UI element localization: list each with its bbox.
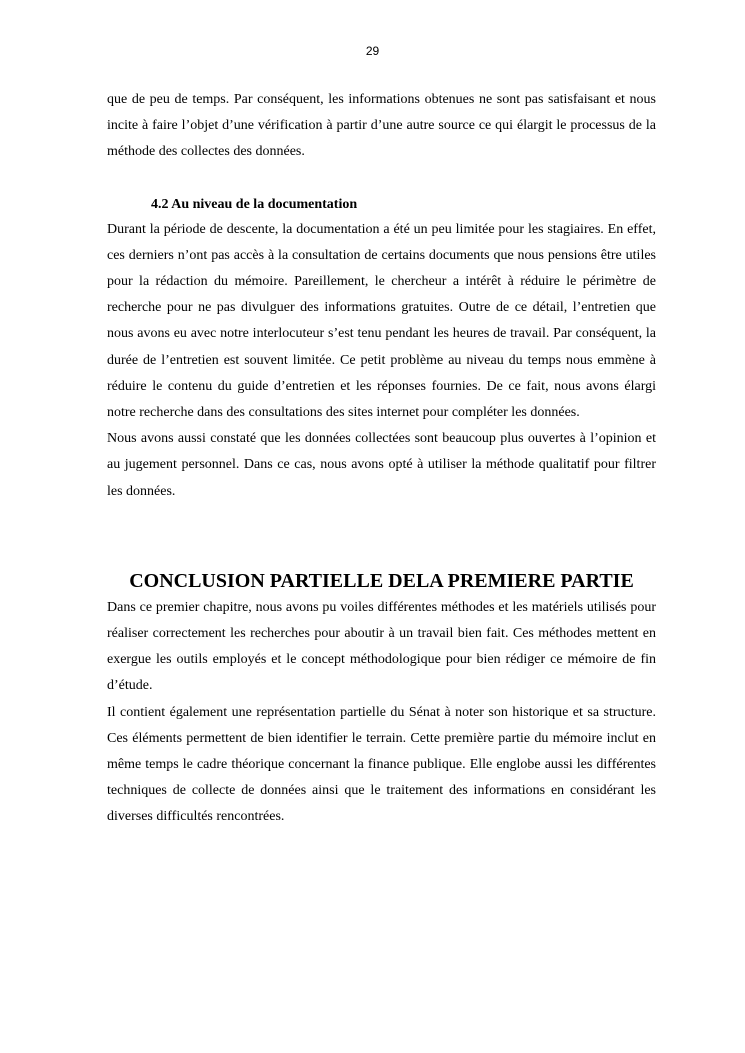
section-heading-documentation: 4.2 Au niveau de la documentation (151, 196, 358, 212)
page-number: 29 (365, 44, 380, 58)
documentation-paragraph-1: Durant la période de descente, la documentation a été un peu limitée pour les stagiaires. En effet, ces derniers n’ont pas accès à la consultation de certains documents que nous pensions être utiles pour la rédaction du mémoire. Pareillement, le chercheur a intérêt à réduire le périmètre de recherche pour ne pas divulguer des informations gratuites. Outre de ce détail, l’entretien que nous avons eu avec notre interlocuteur s’est tenu pendant les heures de travail. Par conséquent, la durée de l’entretien est souvent limitée. Ce petit problème au niveau du temps nous emmène à réduire le contenu du guide d’entretien et les réponses fournies. De ce fait, nous avons élargi notre recherche dans des consultations des sites internet pour compléter les données. (107, 221, 656, 421)
page-body (107, 87, 656, 831)
conclusion-paragraph-2: Il contient également une représentation partielle du Sénat à noter son historique et sa structure. Ces éléments permettent de bien identifier le terrain. Cette première partie du mémoire inclut en même temps le cadre théorique concernant la finance publique. Elle englobe aussi les différentes techniques de collecte de données ainsi que le traitement des informations en considérant les diverses difficultés rencontrées. (107, 704, 656, 825)
conclusion-title: CONCLUSION PARTIELLE DELA PREMIERE PARTIE (129, 569, 634, 592)
documentation-paragraph-2: Nous avons aussi constaté que les données collectées sont beaucoup plus ouvertes à l’opinion et au jugement personnel. Dans ce cas, nous avons opté à utiliser la méthode qualitatif pour filtrer les données. (107, 431, 656, 499)
conclusion-paragraph-1: Dans ce premier chapitre, nous avons pu voiles différentes méthodes et les matériels utilisés pour réaliser correctement les recherches pour aboutir à un travail bien fait. Ces méthodes mettent en exergue les outils employés et le concept méthodologique pour bien rédiger ce mémoire de fin d’étude. (107, 599, 656, 694)
intro-paragraph: que de peu de temps. Par conséquent, les informations obtenues ne sont pas satisfaisant et nous incite à faire l’objet d’une vérification à partir d’une autre source ce qui élargit le processus de la méthode des collectes des données. (107, 92, 656, 160)
